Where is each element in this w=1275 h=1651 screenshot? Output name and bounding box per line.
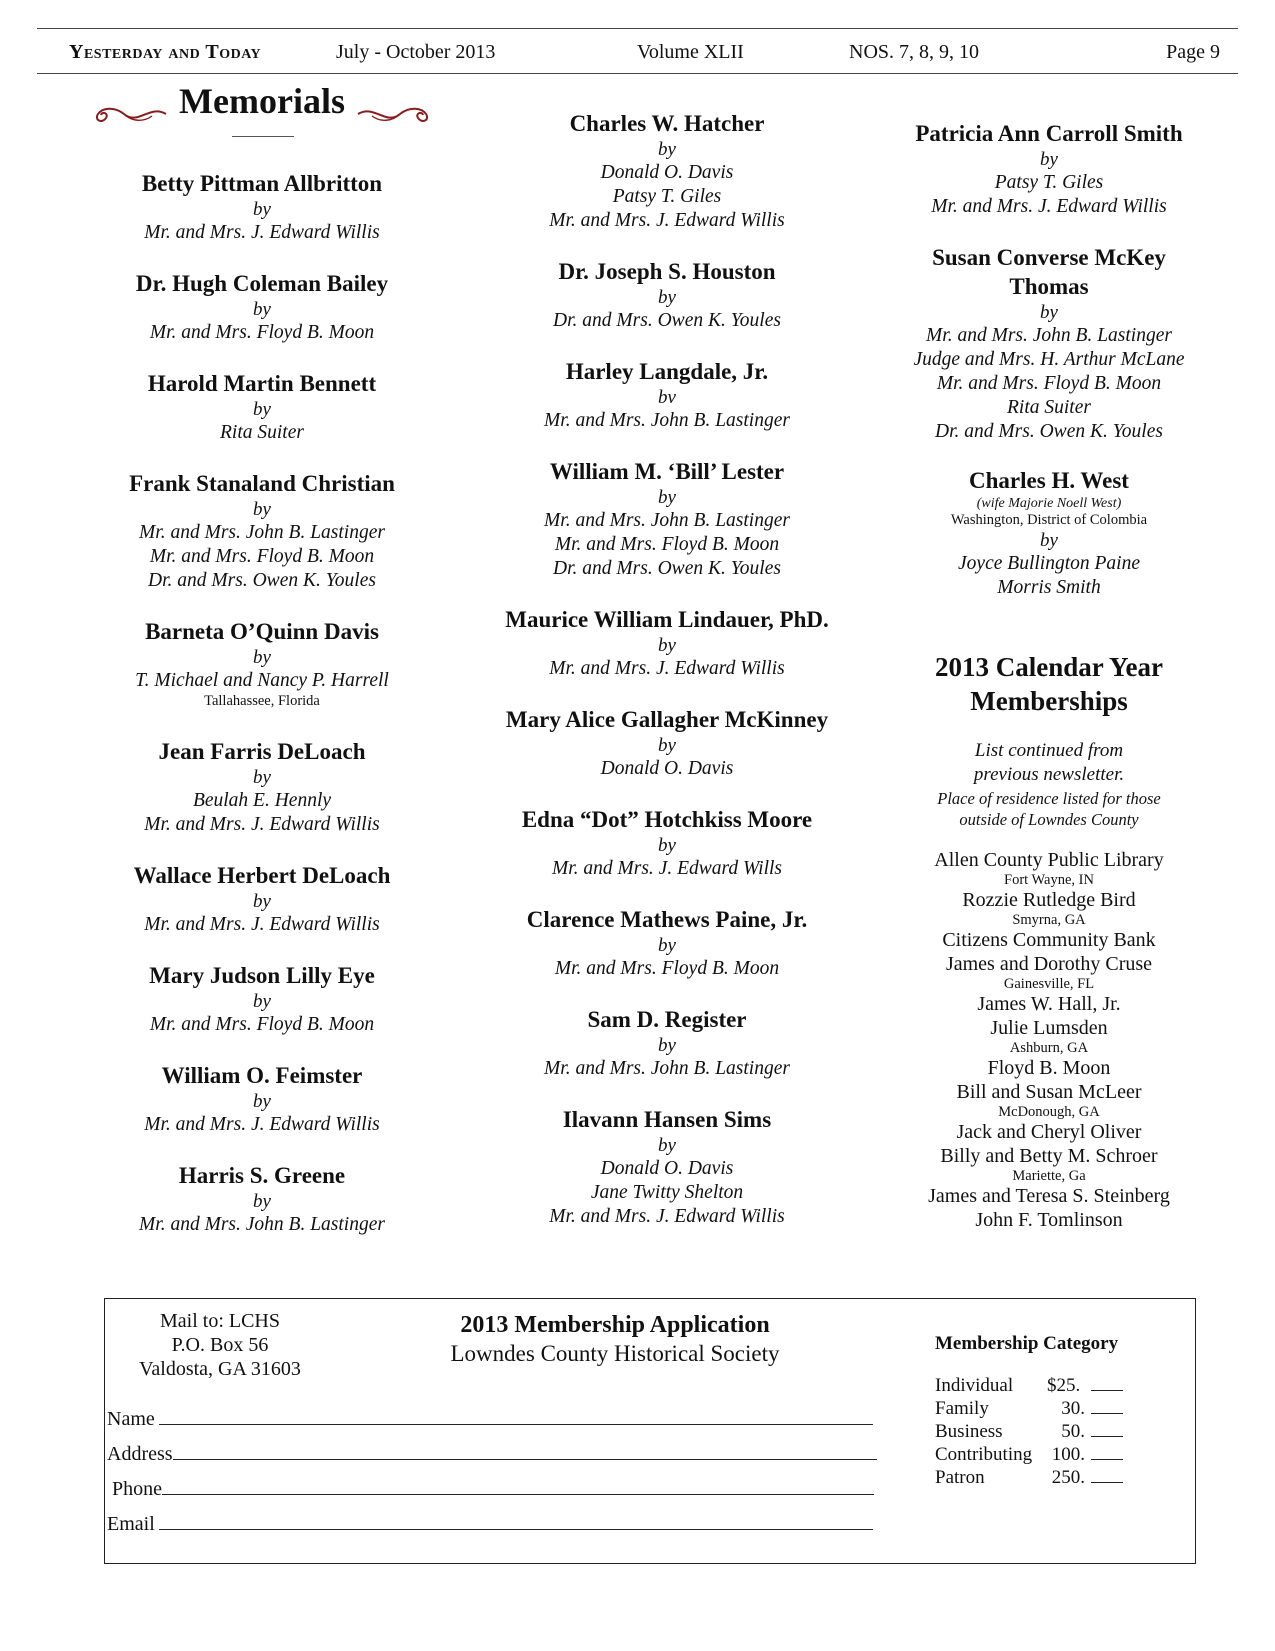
address-field[interactable] [107,1441,877,1466]
memorial-entry [462,457,872,581]
address-input-line[interactable] [173,1441,877,1460]
donor: Judge and Mrs. H. Arthur McLane [913,349,1185,370]
phone-label: Phone [112,1478,162,1500]
memorial-entry [870,119,1228,219]
members-list [870,848,1228,1232]
memorial-name: Harley Langdale, Jr. [565,359,769,384]
donor: Rita Suiter [220,422,304,443]
memorial-entry [462,1105,872,1229]
memorial-name: Maurice William Lindauer, PhD. [505,607,829,632]
donor: Donald O. Davis [600,162,734,183]
title-underline [232,136,294,137]
donor: Mr. and Mrs. John B. Lastinger [139,1214,385,1235]
category-row[interactable] [935,1442,1123,1466]
donor: Joyce Bullington Paine [958,553,1140,574]
member-name: Allen County Public Library [934,849,1164,871]
memorial-name: Harold Martin Bennett [147,371,377,396]
donor: Mr. and Mrs. J. Edward Wills [551,858,783,879]
member-name: Floyd B. Moon [987,1057,1111,1079]
memberships-note [870,739,1228,787]
by-label: by [253,767,271,788]
memberships-title-line2: Memberships [970,686,1128,716]
page-number: Page 9 [1166,41,1220,63]
memorial-entry [462,905,872,981]
donor: Dr. and Mrs. Owen K. Youles [553,558,781,579]
memorial-entry [462,705,872,781]
donor: Dr. and Mrs. Owen K. Youles [148,570,376,591]
phone-input-line[interactable] [162,1476,874,1495]
issue-date: July - October 2013 [336,41,496,63]
memorial-name: Patricia Ann Carroll Smith [915,121,1183,146]
donor: Dr. and Mrs. Owen K. Youles [935,421,1163,442]
donor: Mr. and Mrs. J. Edward Willis [549,1206,785,1227]
residence-note-line1: Place of residence listed for those [937,789,1161,808]
memberships-title-line1: 2013 Calendar Year [935,652,1163,682]
memorial-name: Mary Judson Lilly Eye [149,963,375,988]
memorial-name: Jean Farris DeLoach [158,739,366,764]
donor: Mr. and Mrs. Floyd B. Moon [149,1014,375,1035]
by-label: by [253,891,271,912]
email-field[interactable] [107,1511,873,1536]
by-label: by [253,1091,271,1112]
memorial-entry [62,169,462,245]
memorial-name: Frank Stanaland Christian [129,471,395,496]
memorial-name: Betty Pittman Allbritton [141,171,383,196]
member-name: Billy and Betty M. Schroer [940,1145,1158,1167]
by-label: by [253,299,271,320]
member-name: Citizens Community Bank [942,929,1156,951]
society-name: Lowndes County Historical Society [450,1341,780,1366]
name-label: Name [107,1408,155,1430]
member-name: James and Teresa S. Steinberg [928,1185,1170,1207]
donor: Mr. and Mrs. Floyd B. Moon [554,958,780,979]
memorial-name-cont: Thomas [1009,274,1089,299]
donor: Rita Suiter [1007,397,1091,418]
donor: Mr. and Mrs. Floyd B. Moon [149,322,375,343]
donor: Mr. and Mrs. J. Edward Willis [144,222,380,243]
donor: Mr. and Mrs. J. Edward Willis [144,1114,380,1135]
by-label: by [658,1035,676,1056]
category-checkbox-line[interactable] [1091,1373,1123,1391]
memorial-name: Dr. Joseph S. Houston [558,259,776,284]
by-label: by [658,735,676,756]
memorial-entry [62,1161,462,1237]
memberships-title [870,650,1228,718]
memorial-entry [462,257,872,333]
by-label: by [253,991,271,1012]
memorial-entry [62,369,462,445]
memorial-name: Wallace Herbert DeLoach [133,863,391,888]
category-checkbox-line[interactable] [1091,1396,1123,1414]
mail-to-line: Mail to: LCHS [159,1310,280,1332]
donor: Patsy T. Giles [612,186,722,207]
by-label: by [658,835,676,856]
newsletter-name: Yesterday and Today [69,41,262,63]
donor: Mr. and Mrs. Floyd B. Moon [936,373,1162,394]
member-location: Fort Wayne, IN [1004,872,1094,888]
memorial-entry [62,737,462,837]
memorials-title: Memorials [179,81,345,121]
memorial-entry [62,617,462,710]
memorial-name: Charles W. Hatcher [569,111,765,136]
memorial-name: Edna “Dot” Hotchkiss Moore [521,807,813,832]
memorial-entry [462,605,872,681]
right-flourish-ornament [356,98,436,130]
by-label: by [658,287,676,308]
donor: Dr. and Mrs. Owen K. Youles [553,310,781,331]
memorial-name: Barneta O’Quinn Davis [145,619,379,644]
phone-field[interactable] [112,1476,874,1501]
by-label: by [253,399,271,420]
category-label: Patron [935,1467,985,1488]
member-name: James and Dorothy Cruse [945,953,1153,975]
memorial-name: Susan Converse McKey [932,245,1166,270]
memorial-entry [62,861,462,937]
membership-category-title: Membership Category [935,1333,1119,1354]
memorial-entry [62,269,462,345]
category-label: Business [935,1421,1003,1442]
donor: Mr. and Mrs. John B. Lastinger [544,510,790,531]
membership-application-form [104,1298,1196,1564]
by-label: by [253,1191,271,1212]
mailing-address [125,1309,315,1381]
memberships-note-line1: List continued from [974,740,1124,761]
category-price: $25. [1047,1375,1081,1396]
category-checkbox-line[interactable] [1091,1442,1123,1460]
category-price: 250. [1051,1467,1085,1488]
memorial-entry [62,469,462,593]
category-row[interactable] [935,1373,1123,1397]
memorial-name: William M. ‘Bill’ Lester [549,459,785,484]
by-label: by [658,1135,676,1156]
category-label: Individual [935,1375,1014,1396]
member-location: Mariette, Ga [1012,1168,1086,1184]
by-label: by [658,935,676,956]
donor: Patsy T. Giles [994,172,1104,193]
member-location: Ashburn, GA [1009,1040,1089,1056]
by-label: by [253,499,271,520]
memorial-name: Sam D. Register [587,1007,747,1032]
address-label: Address [107,1443,173,1465]
category-price: 50. [1061,1421,1085,1442]
member-name: James W. Hall, Jr. [977,993,1121,1015]
donor: Mr. and Mrs. Floyd B. Moon [149,546,375,567]
donor: Donald O. Davis [600,758,734,779]
memorial-name: Mary Alice Gallagher McKinney [505,707,829,732]
name-input-line[interactable] [159,1406,873,1425]
member-location: Smyrna, GA [1012,912,1086,928]
name-field[interactable] [107,1406,873,1431]
donor: Mr. and Mrs. J. Edward Willis [549,658,785,679]
by-label: by [658,635,676,656]
category-label: Family [935,1398,989,1419]
memberships-note-line2: previous newsletter. [973,764,1125,785]
application-title: 2013 Membership Application [460,1312,770,1338]
donor: Donald O. Davis [600,1158,734,1179]
donor-location: Tallahassee, Florida [204,693,320,709]
memorial-name: Clarence Mathews Paine, Jr. [526,907,808,932]
memorial-entry [462,805,872,881]
donor: Mr. and Mrs. J. Edward Willis [144,814,380,835]
category-price: 100. [1051,1444,1085,1465]
memorial-entry [870,466,1228,600]
residence-note-line2: outside of Lowndes County [959,810,1139,829]
po-box-line: P.O. Box 56 [171,1334,269,1356]
category-price: 30. [1061,1398,1085,1419]
memorial-entry [462,1005,872,1081]
memorial-name: William O. Feimster [161,1063,363,1088]
member-name: Rozzie Rutledge Bird [962,889,1136,911]
by-label: by [658,487,676,508]
memorial-name: Ilavann Hansen Sims [562,1107,772,1132]
by-label: by [1040,530,1058,551]
category-row[interactable] [935,1419,1123,1443]
city-line: Valdosta, GA 31603 [139,1358,301,1380]
category-checkbox-line[interactable] [1091,1419,1123,1437]
by-label: by [253,199,271,220]
volume: Volume XLII [637,41,744,63]
category-checkbox-line[interactable] [1091,1465,1123,1483]
memorial-name: Harris S. Greene [178,1163,346,1188]
donor: Mr. and Mrs. J. Edward Willis [549,210,785,231]
member-name: Bill and Susan McLeer [956,1081,1142,1103]
donor: Mr. and Mrs. John B. Lastinger [544,410,790,431]
donor: Mr. and Mrs. John B. Lastinger [926,325,1172,346]
memorial-entry [870,243,1228,444]
member-name: Julie Lumsden [990,1017,1108,1039]
memorial-note: (wife Majorie Noell West) [976,496,1122,511]
page-header [37,28,1238,74]
member-location: McDonough, GA [998,1104,1100,1120]
donor: Jane Twitty Shelton [590,1182,744,1203]
memorial-name: Charles H. West [969,468,1129,493]
memorial-entry [62,1061,462,1137]
category-row[interactable] [935,1396,1123,1420]
by-label: bv [658,387,676,408]
donor: Mr. and Mrs. J. Edward Willis [931,196,1167,217]
donor: T. Michael and Nancy P. Harrell [135,670,389,691]
donor: Mr. and Mrs. Floyd B. Moon [554,534,780,555]
email-input-line[interactable] [159,1511,873,1530]
by-label: by [253,647,271,668]
category-row[interactable] [935,1465,1123,1489]
by-label: by [1040,302,1058,323]
memberships-residence-note [870,788,1228,830]
category-label: Contributing [935,1444,1033,1465]
donor: Mr. and Mrs. John B. Lastinger [544,1058,790,1079]
donor: Morris Smith [997,577,1101,598]
memorial-location: Washington, District of Colombia [950,512,1148,528]
by-label: by [658,139,676,160]
donor: Beulah E. Hennly [192,790,332,811]
memorial-entry [462,357,872,433]
donor: Mr. and Mrs. J. Edward Willis [144,914,380,935]
memorial-name: Dr. Hugh Coleman Bailey [135,271,389,296]
member-name: John F. Tomlinson [975,1209,1123,1231]
by-label: by [1040,149,1058,170]
member-location: Gainesville, FL [1003,976,1095,992]
email-label: Email [107,1513,155,1535]
memorial-entry [62,961,462,1037]
member-name: Jack and Cheryl Oliver [956,1121,1142,1143]
memorial-entry [462,109,872,233]
issue-numbers: NOS. 7, 8, 9, 10 [849,41,980,63]
donor: Mr. and Mrs. John B. Lastinger [139,522,385,543]
